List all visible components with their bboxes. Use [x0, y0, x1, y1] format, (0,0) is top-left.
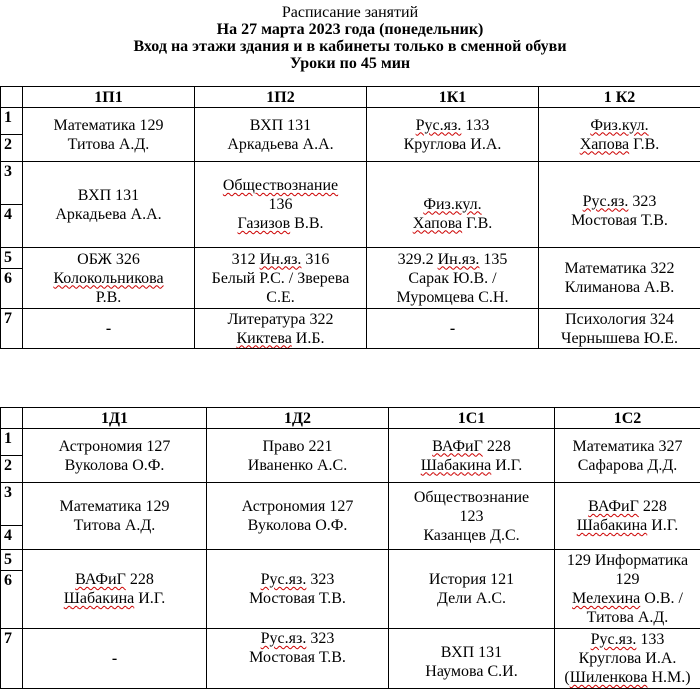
- lesson-cell: Физ.кул. Хапова Г.В.: [539, 108, 700, 162]
- group-header: 1С1: [389, 408, 555, 429]
- lesson-cell: ВХП 131 Аркадьева А.А.: [23, 162, 195, 248]
- lesson-cell: ВАФиГ 228 Шабакина И.Г.: [23, 550, 207, 629]
- lesson-cell: 129 Информатика 129 Мелехина О.В. / Титова А.Д.: [555, 550, 700, 629]
- lesson-cell: ВАФиГ 228 Шабакина И.Г.: [555, 483, 700, 550]
- lesson-cell: История 121 Дели А.С.: [389, 550, 555, 629]
- corner-cell: [1, 408, 23, 429]
- lesson-cell: Рус.яз. 323 Мостовая Т.В.: [207, 550, 389, 629]
- lesson-number: 4: [1, 526, 23, 550]
- lesson-number: 3: [1, 162, 23, 205]
- lesson-cell: 312 Ин.яз. 316 Белый Р.С. / Зверева С.Е.: [195, 248, 367, 309]
- lesson-cell: Математика 129 Титова А.Д.: [23, 108, 195, 162]
- schedule-table-2: [0, 407, 700, 689]
- lesson-cell: 329.2 Ин.яз. 135 Сарак Ю.В. / Муромцева С.Н.: [367, 248, 539, 309]
- lesson-cell: ВХП 131 Наумова С.И.: [389, 629, 555, 689]
- lesson-cell: ОБЖ 326 Колокольникова Р.В.: [23, 248, 195, 309]
- corner-cell: [1, 87, 23, 108]
- lesson-cell: Психология 324 Чернышева Ю.Е.: [539, 309, 700, 349]
- lesson-number: 5: [1, 550, 23, 571]
- lesson-number: 7: [1, 309, 23, 349]
- lesson-number: 2: [1, 456, 23, 483]
- lesson-cell: Математика 322 Климанова А.В.: [539, 248, 700, 309]
- lesson-number: 1: [1, 108, 23, 135]
- lesson-cell: ВАФиГ 228 Шабакина И.Г.: [389, 429, 555, 483]
- group-header: 1К1: [367, 87, 539, 108]
- lesson-cell: Астрономия 127 Вуколова О.Ф.: [23, 429, 207, 483]
- lesson-cell: Литература 322 Киктева И.Б.: [195, 309, 367, 349]
- lesson-cell: Астрономия 127 Вуколова О.Ф.: [207, 483, 389, 550]
- lesson-number: 3: [1, 483, 23, 526]
- schedule-title: Расписание занятий: [281, 4, 419, 21]
- group-header: 1П1: [23, 87, 195, 108]
- lesson-number: 6: [1, 571, 23, 629]
- schedule-header: [0, 0, 700, 72]
- lesson-cell: ВХП 131 Аркадьева А.А.: [195, 108, 367, 162]
- lesson-cell: Физ.кул. Хапова Г.В.: [367, 162, 539, 248]
- lesson-cell: Математика 129 Титова А.Д.: [23, 483, 207, 550]
- group-header: 1Д1: [23, 408, 207, 429]
- lesson-cell: Право 221 Иваненко А.С.: [207, 429, 389, 483]
- group-header: 1 К2: [539, 87, 700, 108]
- group-header: 1С2: [555, 408, 700, 429]
- lesson-cell: Математика 327 Сафарова Д.Д.: [555, 429, 700, 483]
- empty-lesson: -: [23, 309, 195, 349]
- group-header: 1П2: [195, 87, 367, 108]
- lesson-number: 1: [1, 429, 23, 456]
- lesson-cell: Рус.яз. 133 Круглова И.А.: [367, 108, 539, 162]
- schedule-table-1: [0, 86, 700, 349]
- shoes-notice: Вход на этажи здания и в кабинеты только в сменной обуви: [133, 38, 567, 55]
- schedule-date: На 27 марта 2023 года (понедельник): [216, 21, 484, 38]
- lesson-number: 2: [1, 135, 23, 162]
- empty-lesson: -: [367, 309, 539, 349]
- lesson-number: 5: [1, 248, 23, 269]
- lesson-cell: Рус.яз. 323 Мостовая Т.В.: [539, 162, 700, 248]
- lesson-cell: Обществознание 123 Казанцев Д.С.: [389, 483, 555, 550]
- group-header: 1Д2: [207, 408, 389, 429]
- lesson-cell: Рус.яз. 133 Круглова И.А. (Шиленкова Н.М.): [555, 629, 700, 689]
- lesson-cell: Рус.яз. 323 Мостовая Т.В.: [207, 629, 389, 689]
- lesson-number: 7: [1, 629, 23, 689]
- lesson-length: Уроки по 45 мин: [289, 55, 411, 72]
- lesson-cell: Обществознание 136 Газизов В.В.: [195, 162, 367, 248]
- lesson-number: 4: [1, 205, 23, 248]
- lesson-number: 6: [1, 269, 23, 309]
- empty-lesson: -: [23, 629, 207, 689]
